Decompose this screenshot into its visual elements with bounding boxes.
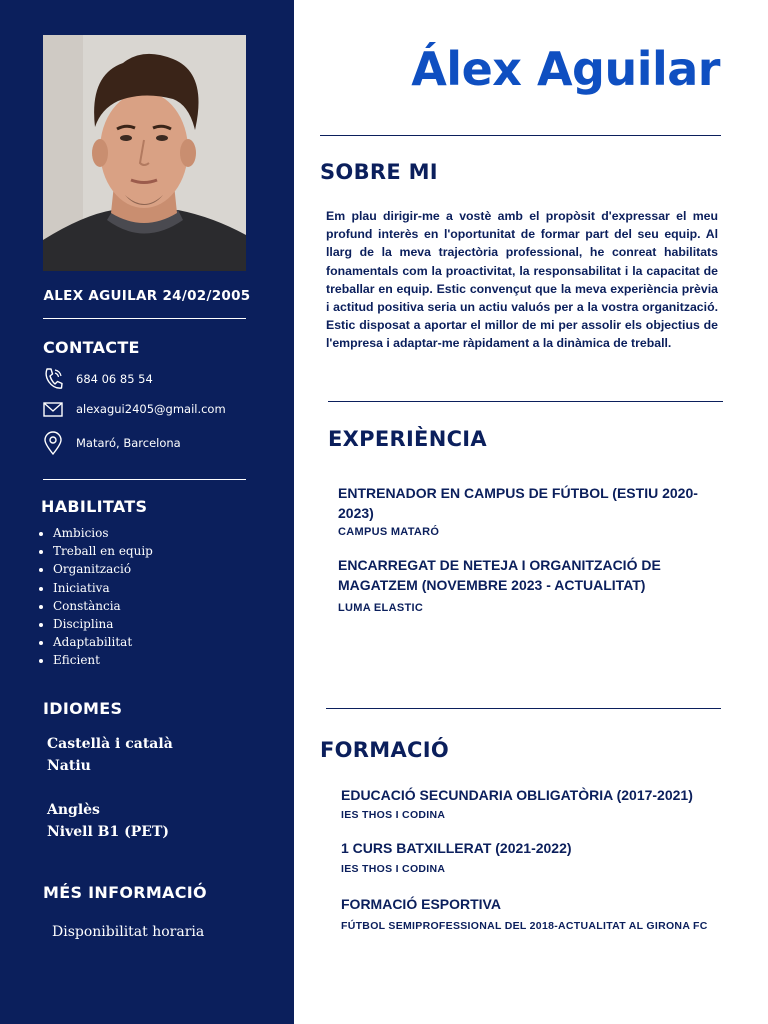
skill-item: • Eficient [53,651,153,669]
divider [326,708,721,709]
language-item [47,799,169,843]
about-heading: SOBRE MI [320,160,438,184]
divider [328,401,723,402]
skill-item: • Adaptabilitat [53,633,153,651]
about-text: Em plau dirigir-me a vostè amb el propòsit d'expressar el meu profund interès en l'oportunitat de formar part del seu equip. Al llarg de la meva trajectòria professional, he conreat habilitats fonamentals com la proactivitat, la responsabilitat i la capacitat de treballar en equip. Estic convençut que la meva experiència prèvia i actitud positiva seria un actiu valuós per a la vostra organització. Estic disposat a aportar el millor de mi per assolir els objectius de l'empresa i adaptar-me ràpidament a la dinàmica de treball. [326,209,718,351]
sidebar-name-birthdate: ALEX AGUILAR 24/02/2005 [43,288,251,304]
more-info-heading: MÉS INFORMACIÓ [43,883,207,902]
contact-phone[interactable] [42,366,153,392]
education-title: FORMACIÓ ESPORTIVA [341,896,501,912]
contact-phone-text: 684 06 85 54 [76,372,153,386]
job-title: ENCARREGAT DE NETEJA I ORGANITZACIÓ DE MAGATZEM (NOVEMBRE 2023 - ACTUALITAT) [338,557,661,593]
divider [43,318,246,319]
profile-photo-illustration [43,35,246,271]
education-school: FÚTBOL SEMIPROFESSIONAL DEL 2018-ACTUALITAT AL GIRONA FC [341,920,708,932]
skill-item: • Constància [53,597,153,615]
skill-item: • Treball en equip [53,542,153,560]
envelope-icon [42,397,64,421]
sidebar [0,0,294,1024]
language-name: Anglès [47,802,100,818]
contact-email[interactable] [42,396,226,422]
education-title: EDUCACIÓ SECUNDARIA OBLIGATÒRIA (2017-2021) [341,787,693,803]
skills-list [35,524,153,670]
education-heading: FORMACIÓ [320,738,449,762]
skill-item: • Organització [53,560,153,578]
contact-location [42,430,181,456]
languages-heading: IDIOMES [43,699,123,718]
education-school: IES THOS I CODINA [341,809,446,821]
contact-location-text: Mataró, Barcelona [76,436,181,450]
skill-item: • Iniciativa [53,579,153,597]
map-pin-icon [42,431,64,455]
job-company: CAMPUS MATARÓ [338,526,440,538]
skill-item: • Disciplina [53,615,153,633]
skill-item: • Ambicios [53,524,153,542]
divider [320,135,721,136]
experience-heading: EXPERIÈNCIA [328,427,487,451]
language-level: Natiu [47,758,91,774]
main-name: Álex Aguilar [411,42,720,96]
contact-email-text: alexagui2405@gmail.com [76,402,226,416]
profile-photo [43,35,246,271]
job-title: ENTRENADOR EN CAMPUS DE FÚTBOL (ESTIU 2020-2023) [338,485,698,521]
more-info-text: Disponibilitat horaria [52,924,205,940]
contact-heading: CONTACTE [43,338,140,357]
phone-icon [42,367,64,391]
job-company: LUMA ELASTIC [338,602,424,614]
divider [43,479,246,480]
language-level: Nivell B1 (PET) [47,824,169,840]
education-school: IES THOS I CODINA [341,863,446,875]
language-item [47,733,173,777]
language-name: Castellà i català [47,736,173,752]
skills-heading: HABILITATS [41,497,148,516]
education-title: 1 CURS BATXILLERAT (2021-2022) [341,840,572,856]
